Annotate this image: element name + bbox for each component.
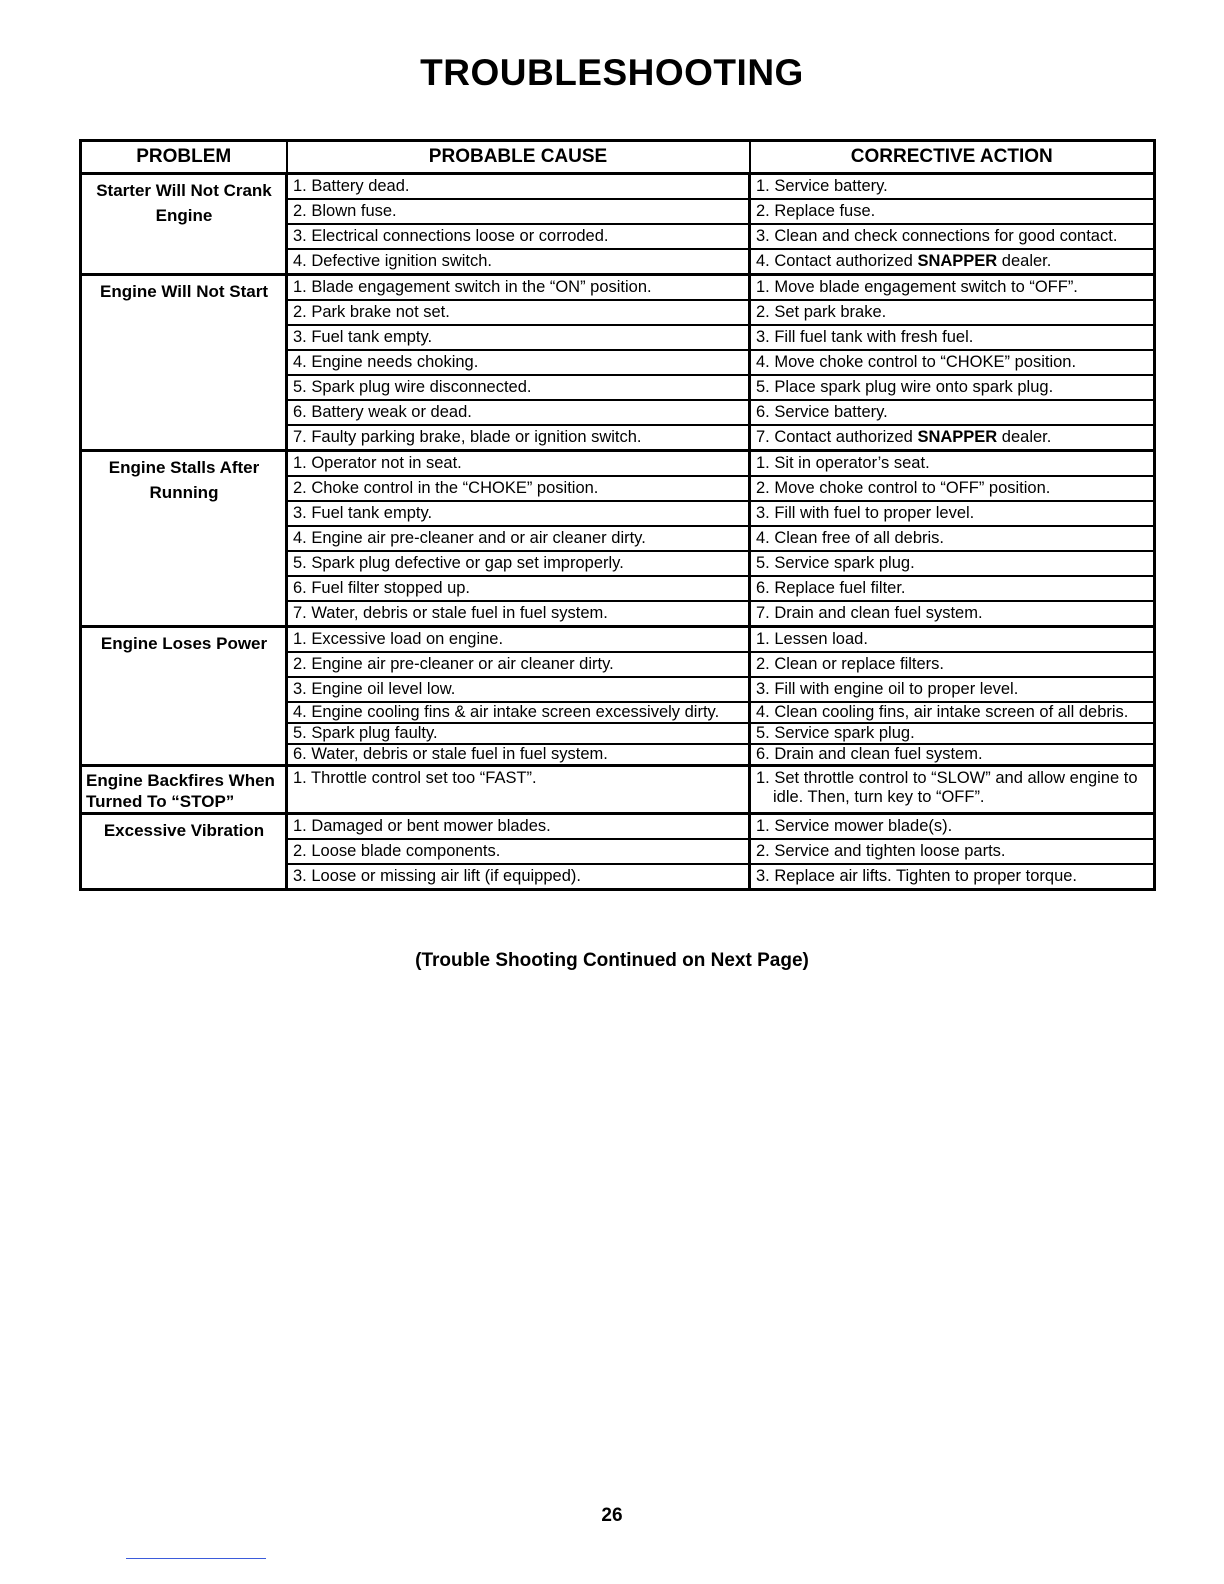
cause-cell: 2. Park brake not set.: [287, 300, 750, 325]
cause-cell: 5. Spark plug wire disconnected.: [287, 375, 750, 400]
action-text: dealer.: [997, 252, 1052, 270]
action-line: idle. Then, turn key to “OFF”.: [773, 788, 985, 806]
cause-cell: 2. Loose blade components.: [287, 839, 750, 864]
cause-cell: 5. Spark plug faulty.: [287, 723, 750, 744]
action-cell: 5. Place spark plug wire onto spark plug.: [750, 375, 1155, 400]
cause-cell: 4. Defective ignition switch.: [287, 249, 750, 275]
brand-name: SNAPPER: [917, 428, 998, 446]
cause-cell: 2. Blown fuse.: [287, 199, 750, 224]
header-probable-cause: PROBABLE CAUSE: [287, 141, 750, 174]
problem-cell: Excessive Vibration: [81, 814, 287, 890]
cause-cell: 4. Engine cooling fins & air intake screen excessively dirty.: [287, 702, 750, 723]
table-row: [81, 814, 1155, 840]
problem-cell: [81, 766, 287, 814]
cause-cell: 6. Water, debris or stale fuel in fuel system.: [287, 744, 750, 766]
table-row: [81, 275, 1155, 301]
problem-cell: Engine Stalls After Running: [81, 451, 287, 627]
table-row: [81, 451, 1155, 477]
action-text: 7. Contact authorized: [756, 428, 918, 446]
cause-cell: 7. Water, debris or stale fuel in fuel system.: [287, 601, 750, 627]
action-cell: 2. Set park brake.: [750, 300, 1155, 325]
cause-cell: 6. Fuel filter stopped up.: [287, 576, 750, 601]
header-problem: PROBLEM: [81, 141, 287, 174]
action-cell: 3. Clean and check connections for good contact.: [750, 224, 1155, 249]
problem-line: Turned To “STOP”: [86, 792, 235, 811]
action-cell: [750, 766, 1155, 814]
action-cell: 3. Fill with engine oil to proper level.: [750, 677, 1155, 702]
cause-cell: 3. Loose or missing air lift (if equipped).: [287, 864, 750, 890]
cause-cell: 4. Engine air pre-cleaner and or air cleaner dirty.: [287, 526, 750, 551]
divider-line: [126, 1558, 266, 1559]
action-cell: 1. Service battery.: [750, 174, 1155, 200]
cause-cell: 1. Operator not in seat.: [287, 451, 750, 477]
cause-cell: 1. Excessive load on engine.: [287, 627, 750, 653]
cause-cell: 1. Throttle control set too “FAST”.: [287, 766, 750, 814]
action-cell: 4. Move choke control to “CHOKE” position.: [750, 350, 1155, 375]
continued-note: (Trouble Shooting Continued on Next Page): [415, 950, 809, 971]
action-cell: 6. Drain and clean fuel system.: [750, 744, 1155, 766]
action-cell: 2. Replace fuse.: [750, 199, 1155, 224]
cause-cell: 1. Blade engagement switch in the “ON” position.: [287, 275, 750, 301]
action-cell: 1. Move blade engagement switch to “OFF”.: [750, 275, 1155, 301]
cause-cell: 1. Battery dead.: [287, 174, 750, 200]
action-text: 4. Contact authorized: [756, 252, 918, 270]
table-row: [81, 766, 1155, 814]
problem-cell: Starter Will Not Crank Engine: [81, 174, 287, 275]
action-cell: 3. Fill fuel tank with fresh fuel.: [750, 325, 1155, 350]
cause-cell: 3. Fuel tank empty.: [287, 325, 750, 350]
action-text: dealer.: [997, 428, 1052, 446]
action-cell: 2. Service and tighten loose parts.: [750, 839, 1155, 864]
page-title: TROUBLESHOOTING: [420, 52, 804, 93]
cause-cell: 3. Electrical connections loose or corroded.: [287, 224, 750, 249]
cause-cell: 2. Choke control in the “CHOKE” position.: [287, 476, 750, 501]
action-cell: [750, 249, 1155, 275]
action-cell: 1. Service mower blade(s).: [750, 814, 1155, 840]
cause-cell: 6. Battery weak or dead.: [287, 400, 750, 425]
page-number: 26: [601, 1505, 623, 1526]
problem-line: Engine Backfires When: [86, 771, 275, 790]
table-row: [81, 627, 1155, 653]
action-cell: 4. Clean free of all debris.: [750, 526, 1155, 551]
action-line: 1. Set throttle control to “SLOW” and allow engine to: [756, 769, 1138, 787]
action-cell: 4. Clean cooling fins, air intake screen of all debris.: [750, 702, 1155, 723]
action-cell: 2. Clean or replace filters.: [750, 652, 1155, 677]
cause-cell: 3. Fuel tank empty.: [287, 501, 750, 526]
problem-cell: Engine Will Not Start: [81, 275, 287, 451]
action-cell: 6. Service battery.: [750, 400, 1155, 425]
cause-cell: 4. Engine needs choking.: [287, 350, 750, 375]
cause-cell: 3. Engine oil level low.: [287, 677, 750, 702]
action-cell: 7. Drain and clean fuel system.: [750, 601, 1155, 627]
header-corrective-action: CORRECTIVE ACTION: [750, 141, 1155, 174]
cause-cell: 2. Engine air pre-cleaner or air cleaner dirty.: [287, 652, 750, 677]
action-cell: 3. Replace air lifts. Tighten to proper torque.: [750, 864, 1155, 890]
action-cell: [750, 425, 1155, 451]
cause-cell: 7. Faulty parking brake, blade or ignition switch.: [287, 425, 750, 451]
action-cell: 1. Lessen load.: [750, 627, 1155, 653]
action-cell: 2. Move choke control to “OFF” position.: [750, 476, 1155, 501]
action-cell: 6. Replace fuel filter.: [750, 576, 1155, 601]
brand-name: SNAPPER: [917, 252, 998, 270]
action-cell: 5. Service spark plug.: [750, 723, 1155, 744]
table-row: [81, 174, 1155, 200]
cause-cell: 1. Damaged or bent mower blades.: [287, 814, 750, 840]
action-cell: 1. Sit in operator’s seat.: [750, 451, 1155, 477]
action-cell: 3. Fill with fuel to proper level.: [750, 501, 1155, 526]
problem-cell: Engine Loses Power: [81, 627, 287, 766]
table-header-row: [81, 141, 1155, 174]
troubleshooting-table: [79, 139, 1156, 891]
action-cell: 5. Service spark plug.: [750, 551, 1155, 576]
cause-cell: 5. Spark plug defective or gap set improperly.: [287, 551, 750, 576]
